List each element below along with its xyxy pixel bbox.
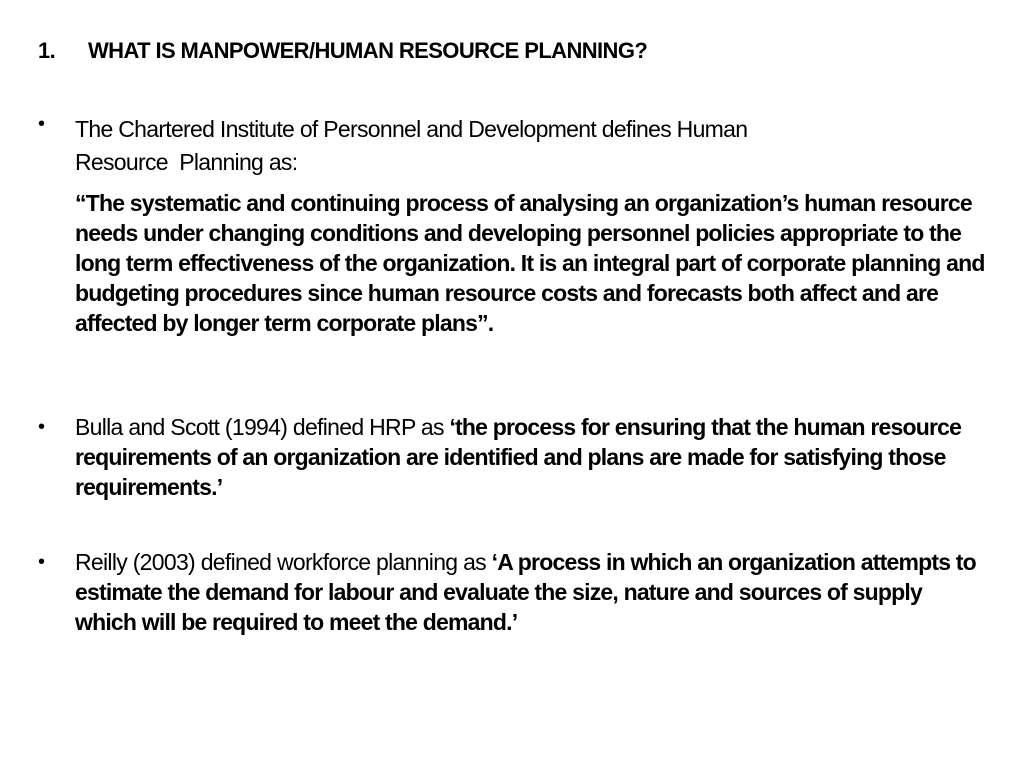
bullet-body	[75, 547, 988, 637]
heading-number: 1.	[38, 38, 56, 63]
bullet-definition: ‘A process in which an organization attempts to estimate the demand for labour and evaluate the size, nature and sources of supply which will be required to meet the demand.’	[75, 549, 976, 635]
bullet-cipd-definition	[38, 113, 988, 338]
heading-text: WHAT IS MANPOWER/HUMAN RESOURCE PLANNING?	[88, 38, 648, 63]
cipd-quote: “The systematic and continuing process of analysing an organization’s human resource needs under changing conditions and developing personnel policies appropriate to the long term effectiveness of the organization. It is an integral part of corporate planning and budgeting procedures since human resource costs and forecasts both affect and are affected by longer term corporate plans”.	[75, 190, 985, 336]
bullet-lead: Reilly (2003) defined workforce planning as	[75, 549, 492, 575]
bullet-dot-icon: •	[38, 113, 45, 135]
bullet-body	[75, 412, 988, 502]
bullet-lead: Bulla and Scott (1994) defined HRP as	[75, 414, 450, 440]
bullet-reilly-definition	[38, 547, 988, 637]
intro-line-1: The Chartered Institute of Personnel and Development defines Human	[75, 116, 748, 142]
bullet-body	[75, 113, 988, 338]
bullet-dot-icon: •	[38, 416, 45, 438]
slide-heading	[38, 38, 647, 64]
intro-line-2: Resource Planning as:	[75, 149, 298, 175]
bullet-intro	[75, 113, 988, 179]
bullet-dot-icon: •	[38, 551, 45, 573]
bullet-definition: ‘the process for ensuring that the human resource requirements of an organization are identified and plans are made for satisfying those requirements.’	[75, 414, 962, 500]
bullet-bulla-scott-definition	[38, 412, 988, 502]
